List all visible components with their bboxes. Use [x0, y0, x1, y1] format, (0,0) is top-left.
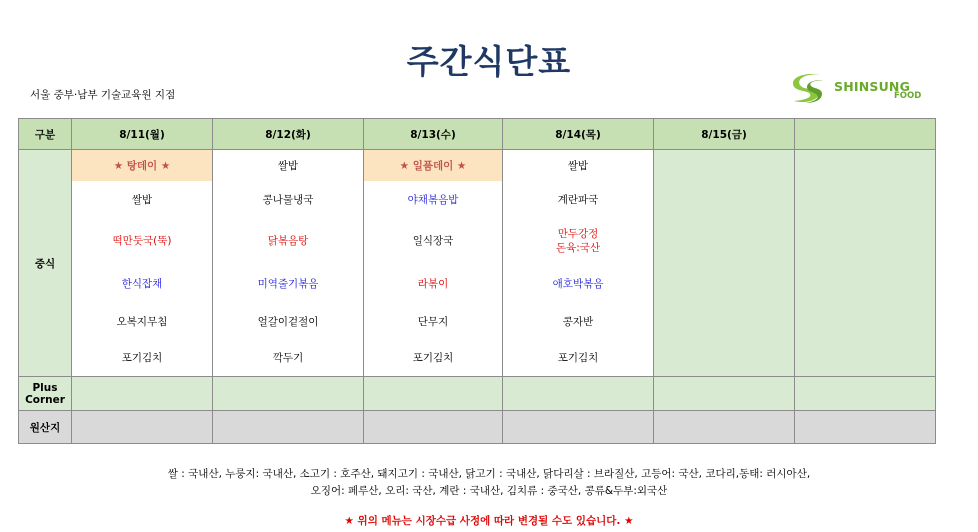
plus-cell — [654, 377, 795, 411]
origin-cell — [72, 411, 213, 444]
origin-row — [19, 411, 936, 444]
origin-line-2: 오징어: 페루산, 오리: 국산, 계란 : 국내산, 김치류 : 중국산, 콩류&두부:외국산 — [310, 485, 668, 497]
origin-line-1: 쌀 : 국내산, 누룽지: 국내산, 소고기 : 호주산, 돼지고기 : 국내산, 닭고기 : 국내산, 닭다리살 : 브라질산, 고등어: 국산, 코다리,동태: 러시아산, — [167, 468, 811, 480]
page-title: 주간식단표 — [406, 42, 572, 81]
menu-item: 얼갈이겉절이 — [257, 316, 319, 328]
row-label-plus-corner: Plus Corner — [19, 377, 72, 411]
plus-cell — [213, 377, 364, 411]
day-header: 8/14(목) — [503, 119, 654, 150]
origin-cell — [213, 411, 364, 444]
menu-item: 한식잡채 — [121, 278, 163, 290]
menu-item: 쌀밥 — [567, 159, 589, 172]
origin-cell — [654, 411, 795, 444]
day-header: 8/13(수) — [364, 119, 503, 150]
menu-item: 오복지무침 — [116, 316, 168, 328]
origin-info — [0, 466, 978, 500]
plus-cell — [72, 377, 213, 411]
logo-text: SHINSUNG — [834, 79, 911, 94]
menu-item: 깍두기 — [272, 352, 304, 364]
theme-day-banner: ★ 탕데이 ★ — [72, 150, 212, 181]
plus-corner-row — [19, 377, 936, 411]
branch-name: 서울 중부·남부 기술교육원 지점 — [30, 89, 176, 101]
menu-item: 일식장국 — [412, 235, 454, 247]
origin-cell — [364, 411, 503, 444]
menu-item: 만두강정 돈육:국산 — [555, 228, 601, 254]
menu-cell-mon — [72, 150, 213, 377]
menu-item: 쌀밥 — [131, 193, 153, 206]
empty-header — [795, 119, 936, 150]
menu-item: 포기김치 — [557, 352, 599, 364]
day-header: 8/12(화) — [213, 119, 364, 150]
plus-cell — [795, 377, 936, 411]
menu-item: 단무지 — [417, 316, 449, 328]
weekly-menu-table — [18, 118, 936, 444]
menu-item: 라볶이 — [417, 278, 449, 290]
menu-item: 애호박볶음 — [552, 278, 604, 290]
menu-item: 콩자반 — [562, 316, 594, 328]
header-row — [19, 119, 936, 150]
plus-cell — [503, 377, 654, 411]
row-label-lunch: 중식 — [19, 150, 72, 377]
menu-cell-thu — [503, 150, 654, 377]
origin-cell — [795, 411, 936, 444]
origin-cell — [503, 411, 654, 444]
menu-item: 떡만둣국(뚝) — [112, 235, 172, 247]
menu-cell-wed — [364, 150, 503, 377]
menu-cell-extra — [795, 150, 936, 377]
company-logo — [790, 72, 930, 106]
menu-item: 콩나물냉국 — [262, 193, 314, 206]
day-header: 8/11(월) — [72, 119, 213, 150]
row-label-origin: 원산지 — [19, 411, 72, 444]
menu-item: 계란파국 — [557, 193, 599, 206]
menu-item: 포기김치 — [121, 352, 163, 364]
menu-cell-fri — [654, 150, 795, 377]
menu-item: 미역줄기볶음 — [257, 278, 319, 290]
menu-item: 닭볶음탕 — [267, 235, 309, 247]
header-label: 구분 — [19, 119, 72, 150]
menu-item: 포기김치 — [412, 352, 454, 364]
menu-cell-tue — [213, 150, 364, 377]
shinsung-logo-icon — [790, 72, 830, 106]
theme-day-banner: ★ 일품데이 ★ — [364, 150, 502, 181]
menu-item: 야채볶음밥 — [407, 193, 459, 206]
logo-subtext: FOOD — [894, 91, 922, 101]
menu-item: 쌀밥 — [277, 159, 299, 172]
plus-cell — [364, 377, 503, 411]
menu-notice: ★ 위의 메뉴는 시장수급 사정에 따라 변경될 수도 있습니다. ★ — [344, 515, 634, 527]
lunch-row — [19, 150, 936, 377]
day-header: 8/15(금) — [654, 119, 795, 150]
